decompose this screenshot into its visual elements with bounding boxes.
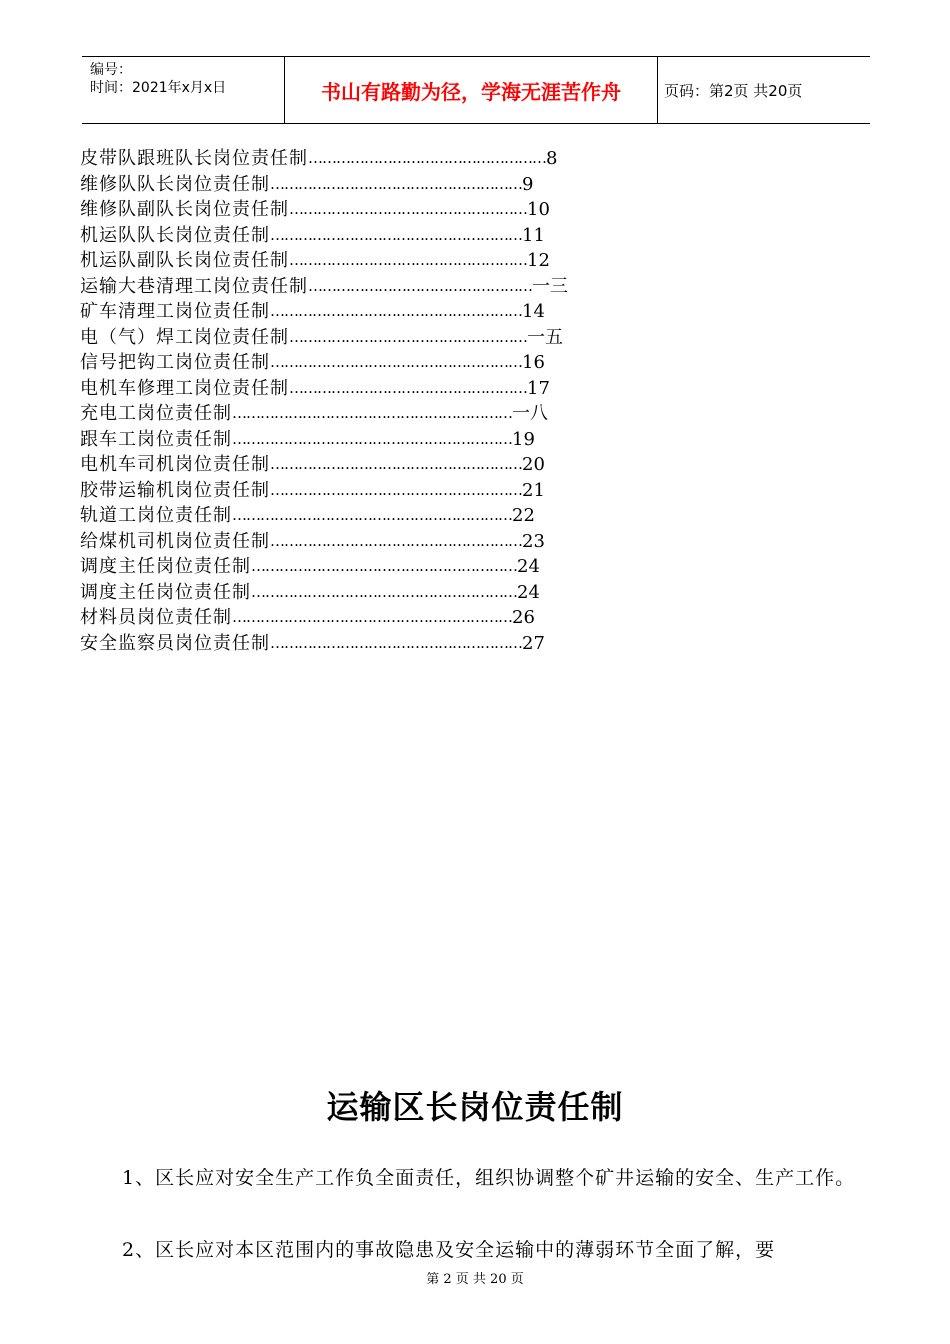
toc-entry <box>80 452 568 478</box>
toc-entry <box>80 554 568 580</box>
toc-page: 17 <box>527 377 550 399</box>
toc-leader: ……………………………………………… <box>270 531 522 550</box>
toc-leader: ………………………………………………… <box>251 557 517 575</box>
toc-leader: …………………………………………………… <box>232 429 512 448</box>
toc-page: 9 <box>522 173 534 195</box>
toc-page: 19 <box>512 428 535 450</box>
toc-leader: …………………………………………………… <box>232 608 512 626</box>
toc-entry <box>80 631 568 657</box>
toc-leader: …………………………………………… <box>289 251 527 269</box>
toc-entry <box>80 529 568 555</box>
toc-title: 矿车清理工岗位责任制 <box>80 301 270 322</box>
toc-page: 11 <box>522 224 545 246</box>
toc-entry <box>80 478 568 504</box>
header-number-label: 编号： <box>90 62 132 78</box>
toc-leader: ……………………………………………… <box>270 633 522 652</box>
toc-title: 电机车司机岗位责任制 <box>80 454 270 475</box>
header-meta <box>90 61 226 97</box>
toc-leader: ………………………………………… <box>308 276 532 295</box>
toc-leader: …………………………………………………… <box>232 506 512 524</box>
toc-entry <box>80 223 568 249</box>
toc-entry <box>80 605 568 631</box>
toc-entry <box>80 197 568 223</box>
toc-title: 材料员岗位责任制 <box>80 607 232 628</box>
toc-page: 24 <box>517 581 540 603</box>
toc-title: 电（气）焊工岗位责任制 <box>80 326 289 348</box>
toc-title: 调度主任岗位责任制 <box>80 581 251 603</box>
toc-leader: …………………………………………… <box>289 327 527 346</box>
paragraph-2: 2、区长应对本区范围内的事故隐患及安全运输中的薄弱环节全面了解，要 <box>122 1239 776 1261</box>
toc-entry <box>80 350 568 376</box>
toc-title: 跟车工岗位责任制 <box>80 428 232 450</box>
toc-entry <box>80 376 568 402</box>
document-title: 运输区长岗位责任制 <box>326 1088 624 1126</box>
toc-title: 给煤机司机岗位责任制 <box>80 530 270 552</box>
toc-page: 26 <box>512 607 535 628</box>
table-of-contents <box>80 146 568 656</box>
toc-page: 16 <box>522 352 545 373</box>
toc-entry <box>80 172 568 198</box>
toc-title: 机运队队长岗位责任制 <box>80 224 270 246</box>
toc-leader: ……………………………………………… <box>270 225 522 244</box>
toc-entry <box>80 503 568 529</box>
toc-page: 一五 <box>527 326 563 348</box>
toc-leader: ……………………………………………… <box>270 174 522 193</box>
toc-title: 维修队队长岗位责任制 <box>80 173 270 195</box>
toc-page: 8 <box>546 148 558 169</box>
toc-title: 皮带队跟班队长岗位责任制 <box>80 148 308 169</box>
toc-entry <box>80 325 568 351</box>
toc-leader: ……………………………………………… <box>270 455 522 473</box>
toc-page: 10 <box>527 199 550 220</box>
toc-title: 信号把钩工岗位责任制 <box>80 352 270 373</box>
toc-title: 调度主任岗位责任制 <box>80 556 251 577</box>
toc-page: 22 <box>512 505 535 526</box>
toc-entry <box>80 299 568 325</box>
toc-page: 20 <box>522 454 545 475</box>
toc-page: 14 <box>522 301 545 322</box>
toc-title: 电机车修理工岗位责任制 <box>80 377 289 399</box>
toc-leader: …………………………………………… <box>289 378 527 397</box>
toc-entry <box>80 427 568 453</box>
toc-page: 23 <box>522 530 545 552</box>
toc-leader: ……………………………………………… <box>270 480 522 499</box>
toc-entry <box>80 248 568 274</box>
page-header <box>82 56 870 124</box>
header-motto: 书山有路勤为径，学海无涯苦作舟 <box>284 57 658 123</box>
toc-entry <box>80 401 568 427</box>
toc-page: 21 <box>522 479 545 501</box>
toc-title: 机运队副队长岗位责任制 <box>80 250 289 271</box>
toc-page: 12 <box>527 250 550 271</box>
toc-page: 一三 <box>532 275 568 297</box>
toc-leader: ……………………………………………… <box>270 353 522 371</box>
toc-title: 轨道工岗位责任制 <box>80 505 232 526</box>
toc-entry <box>80 274 568 300</box>
toc-page: 27 <box>522 632 545 654</box>
toc-title: 运输大巷清理工岗位责任制 <box>80 275 308 297</box>
toc-title: 维修队副队长岗位责任制 <box>80 199 289 220</box>
toc-page: 一八 <box>512 403 548 424</box>
toc-leader: ……………………………………………… <box>270 302 522 320</box>
toc-title: 充电工岗位责任制 <box>80 403 232 424</box>
toc-entry <box>80 580 568 606</box>
toc-leader: ………………………………………………… <box>251 582 517 601</box>
page-footer: 第 2 页 共 20 页 <box>426 1272 524 1287</box>
toc-page: 24 <box>517 556 540 577</box>
paragraph-1: 1、区长应对安全生产工作负全面责任，组织协调整个矿井运输的安全、生产工作。 <box>122 1167 856 1189</box>
toc-leader: …………………………………………………… <box>232 404 512 422</box>
toc-title: 胶带运输机岗位责任制 <box>80 479 270 501</box>
toc-title: 安全监察员岗位责任制 <box>80 632 270 654</box>
header-time-label: 时间：2021年x月x日 <box>90 80 227 96</box>
toc-leader: …………………………………………… <box>289 200 527 218</box>
toc-leader: …………………………………………… <box>308 149 546 167</box>
header-page-info: 页码：第2页 共20页 <box>664 81 803 100</box>
toc-entry <box>80 146 568 172</box>
